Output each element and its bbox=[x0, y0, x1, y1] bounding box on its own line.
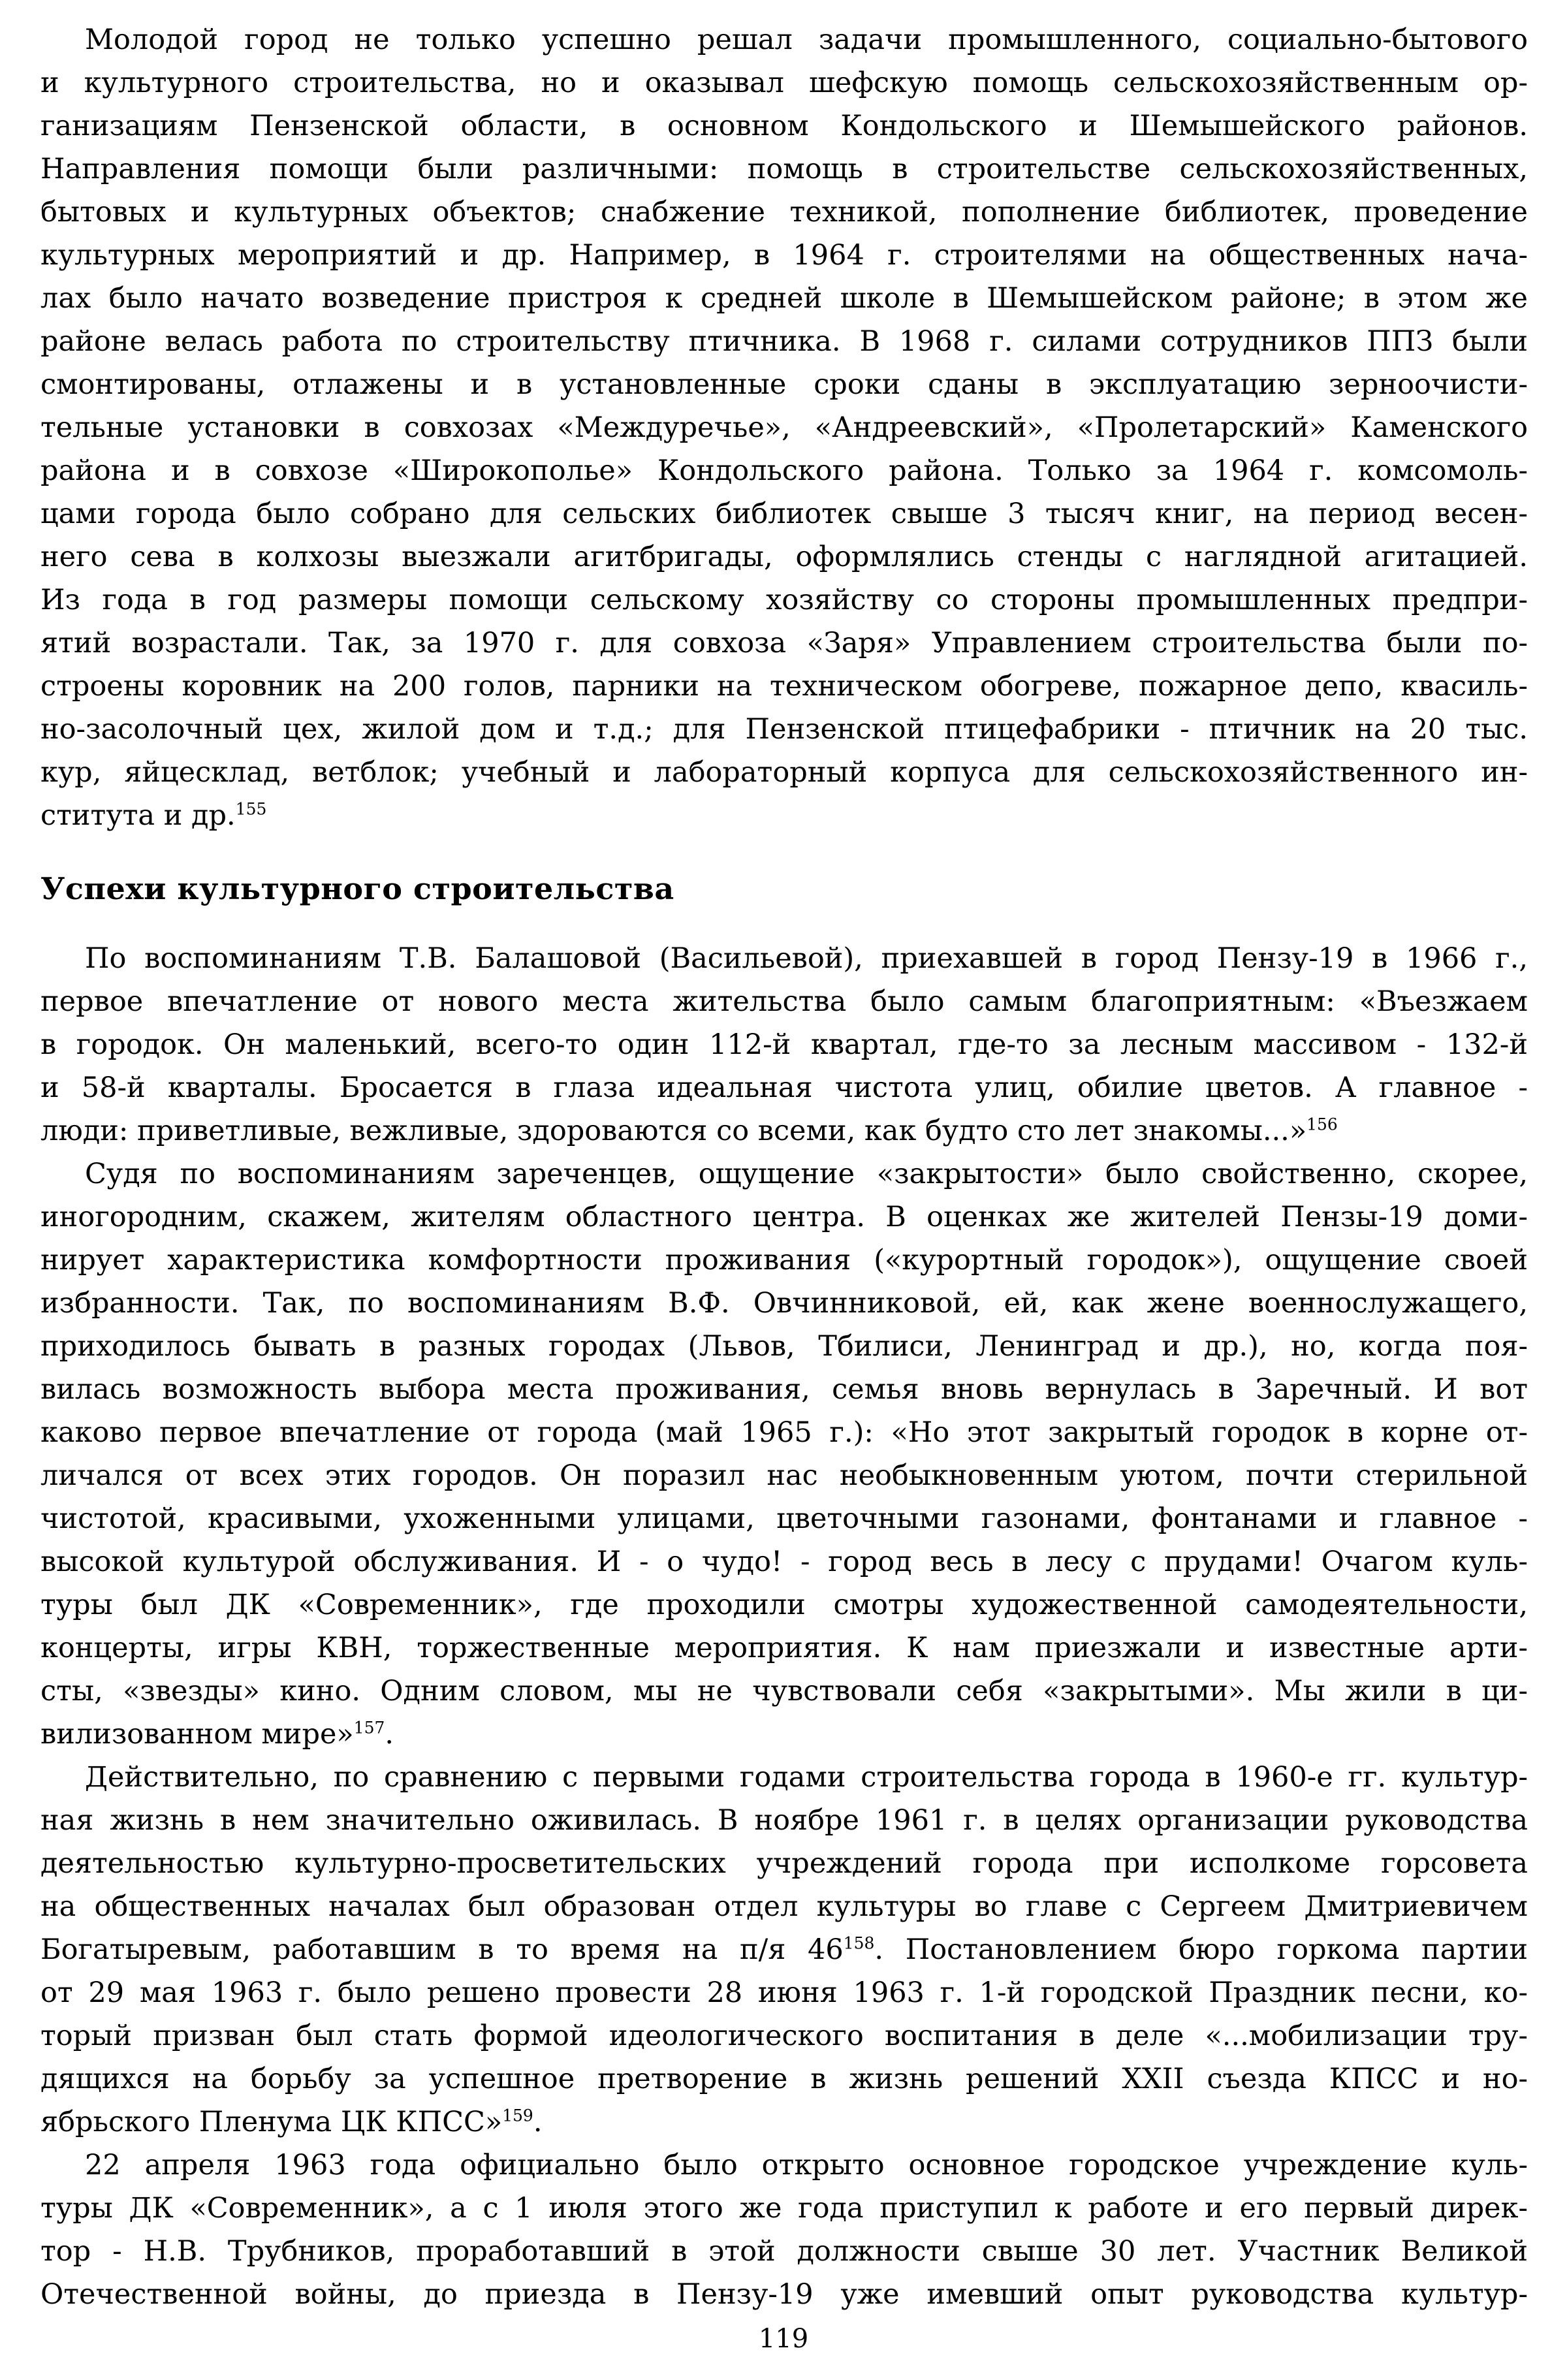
text-line: района и в совхозе «Широкополье» Кондольского района. Только за 1964 г. комсомоль- bbox=[40, 454, 1528, 487]
text-line: Отечественной войны, до приезда в Пензу-19 уже имевший опыт руководства культур- bbox=[40, 2278, 1528, 2311]
text-line: кур, яйцесклад, ветблок; учебный и лабораторный корпуса для сельскохозяйственного ин- bbox=[40, 756, 1528, 789]
text-line: вилась возможность выбора места проживания, семья вновь вернулась в Заречный. И вот bbox=[40, 1373, 1528, 1406]
text-line: люди: приветливые, вежливые, здороваются со всеми, как будто сто лет знакомы...»$^{156}$ bbox=[40, 1115, 1338, 1147]
text-line: По воспоминаниям Т.В. Балашовой (Васильевой), приехавшей в город Пензу-19 в 1966 г., bbox=[85, 942, 1528, 975]
text-line: лах было начато возведение пристроя к средней школе в Шемышейском районе; в этом же bbox=[40, 282, 1528, 315]
text-line: избранности. Так, по воспоминаниям В.Ф. Овчинниковой, ей, как жене военнослужащего, bbox=[40, 1287, 1528, 1320]
text-line: Судя по воспоминаниям зареченцев, ощущение «закрытости» было свойственно, скорее, bbox=[85, 1158, 1528, 1190]
section-heading: Успехи культурного строительства bbox=[40, 871, 674, 906]
text-line: концерты, игры КВН, торжественные мероприятия. К нам приезжали и известные арти- bbox=[40, 1632, 1528, 1664]
footnote-ref: 155 bbox=[235, 799, 267, 819]
text-line: и культурного строительства, но и оказывал шефскую помощь сельскохозяйственным ор- bbox=[40, 67, 1528, 99]
text-line: смонтированы, отлажены и в установленные сроки сданы в эксплуатацию зерноочисти- bbox=[40, 368, 1528, 401]
text-line: торый призван был стать формой идеологического воспитания в деле «...мобилизации тру- bbox=[40, 2020, 1528, 2052]
text-line: но-засолочный цех, жилой дом и т.д.; для Пензенской птицефабрики - птичник на 20 тыс. bbox=[40, 713, 1528, 746]
paragraph bbox=[40, 2144, 1528, 2316]
paragraph bbox=[40, 1756, 1528, 2144]
text-line: вилизованном мире»$^{157}$. bbox=[40, 1718, 394, 1751]
text-line: на общественных началах был образован отдел культуры во главе с Сергеем Дмитриевичем bbox=[40, 1890, 1528, 1923]
text-line: Действительно, по сравнению с первыми годами строительства города в 1960-е гг. культур- bbox=[85, 1761, 1528, 1794]
text-line: ябрьского Пленума ЦК КПСС»$^{159}$. bbox=[40, 2106, 543, 2138]
footnote-ref: 158 bbox=[843, 1933, 875, 1953]
text-line: тор - Н.В. Трубников, проработавший в этой должности свыше 30 лет. Участник Великой bbox=[40, 2235, 1528, 2268]
footnote-ref: 156 bbox=[1306, 1115, 1338, 1134]
text-line: цами города было собрано для сельских библиотек свыше 3 тысяч книг, на период весен- bbox=[40, 498, 1528, 530]
text-line: каково первое впечатление от города (май 1965 г.): «Но этот закрытый городок в корне от- bbox=[40, 1416, 1528, 1449]
text-line: ная жизнь в нем значительно оживилась. В ноябре 1961 г. в целях организации руководства bbox=[40, 1804, 1528, 1837]
text-line: ститута и др.$^{155}$ bbox=[40, 799, 267, 832]
text-line: районе велась работа по строительству птичника. В 1968 г. силами сотрудников ППЗ были bbox=[40, 325, 1528, 358]
footnote-ref: 159 bbox=[502, 2106, 533, 2125]
text-line: высокой культурой обслуживания. И - о чудо! - город весь в лесу с прудами! Очагом куль- bbox=[40, 1546, 1528, 1578]
text-line: нирует характеристика комфортности проживания («курортный городок»), ощущение своей bbox=[40, 1244, 1528, 1277]
text-line: дящихся на борьбу за успешное претворение в жизнь решений XXII съезда КПСС и но- bbox=[40, 2063, 1528, 2095]
text-line: Молодой город не только успешно решал задачи промышленного, социально-бытового bbox=[85, 24, 1528, 56]
text-line: тельные установки в совхозах «Междуречье», «Андреевский», «Пролетарский» Каменского bbox=[40, 411, 1528, 444]
paragraph bbox=[40, 1152, 1528, 1756]
text-line: деятельностью культурно-просветительских учреждений города при исполкоме горсовета bbox=[40, 1847, 1528, 1880]
paragraph bbox=[40, 937, 1528, 1152]
text-line: первое впечатление от нового места жительства было самым благоприятным: «Въезжаем bbox=[40, 985, 1528, 1018]
text-line: иногородним, скажем, жителям областного центра. В оценках же жителей Пензы-19 доми- bbox=[40, 1201, 1528, 1233]
text-line: туры ДК «Современник», а с 1 июля этого же года приступил к работе и его первый дирек- bbox=[40, 2192, 1528, 2225]
text-line: и 58-й кварталы. Бросается в глаза идеальная чистота улиц, обилие цветов. А главное - bbox=[40, 1071, 1528, 1104]
text-line: бытовых и культурных объектов; снабжение техникой, пополнение библиотек, проведение bbox=[40, 196, 1528, 229]
text-line: 22 апреля 1963 года официально было открыто основное городское учреждение куль- bbox=[85, 2149, 1528, 2182]
text-line: в городок. Он маленький, всего-то один 112-й квартал, где-то за лесным массивом - 132-й bbox=[40, 1028, 1528, 1061]
text-line: чистотой, красивыми, ухоженными улицами, цветочными газонами, фонтанами и главное - bbox=[40, 1502, 1528, 1535]
text-line: строены коровник на 200 голов, парники на техническом обогреве, пожарное депо, квасиль- bbox=[40, 670, 1528, 703]
text-line: приходилось бывать в разных городах (Львов, Тбилиси, Ленинград и др.), но, когда поя- bbox=[40, 1330, 1528, 1363]
text-line: сты, «звезды» кино. Одним словом, мы не чувствовали себя «закрытыми». Мы жили в ци- bbox=[40, 1675, 1528, 1707]
text-line: туры был ДК «Современник», где проходили смотры художественной самодеятельности, bbox=[40, 1589, 1528, 1621]
text-line: Направления помощи были различными: помощь в строительстве сельскохозяйственных, bbox=[40, 153, 1528, 185]
text-line: Из года в год размеры помощи сельскому хозяйству со стороны промышленных предпри- bbox=[40, 584, 1528, 616]
text-line: от 29 мая 1963 г. было решено провести 28 июня 1963 г. 1-й городской Праздник песни, ко- bbox=[40, 1976, 1528, 2009]
paragraph bbox=[40, 18, 1528, 837]
page-number: 119 bbox=[758, 2324, 809, 2354]
text-line: культурных мероприятий и др. Например, в 1964 г. строителями на общественных нача- bbox=[40, 239, 1528, 272]
footnote-ref: 157 bbox=[353, 1718, 385, 1737]
text-line: личался от всех этих городов. Он поразил нас необыкновенным уютом, почти стерильной bbox=[40, 1459, 1528, 1492]
text-line: него сева в колхозы выезжали агитбригады, оформлялись стенды с наглядной агитацией. bbox=[40, 541, 1528, 573]
text-line: Богатыревым, работавшим в то время на п/я $46^{158}$. Постановлением бюро горкома партии bbox=[40, 1933, 1528, 1966]
text-line: ганизациям Пензенской области, в основном Кондольского и Шемышейского районов. bbox=[40, 110, 1528, 142]
page-body bbox=[40, 0, 1528, 2316]
text-line: ятий возрастали. Так, за 1970 г. для совхоза «Заря» Управлением строительства были по- bbox=[40, 627, 1528, 659]
